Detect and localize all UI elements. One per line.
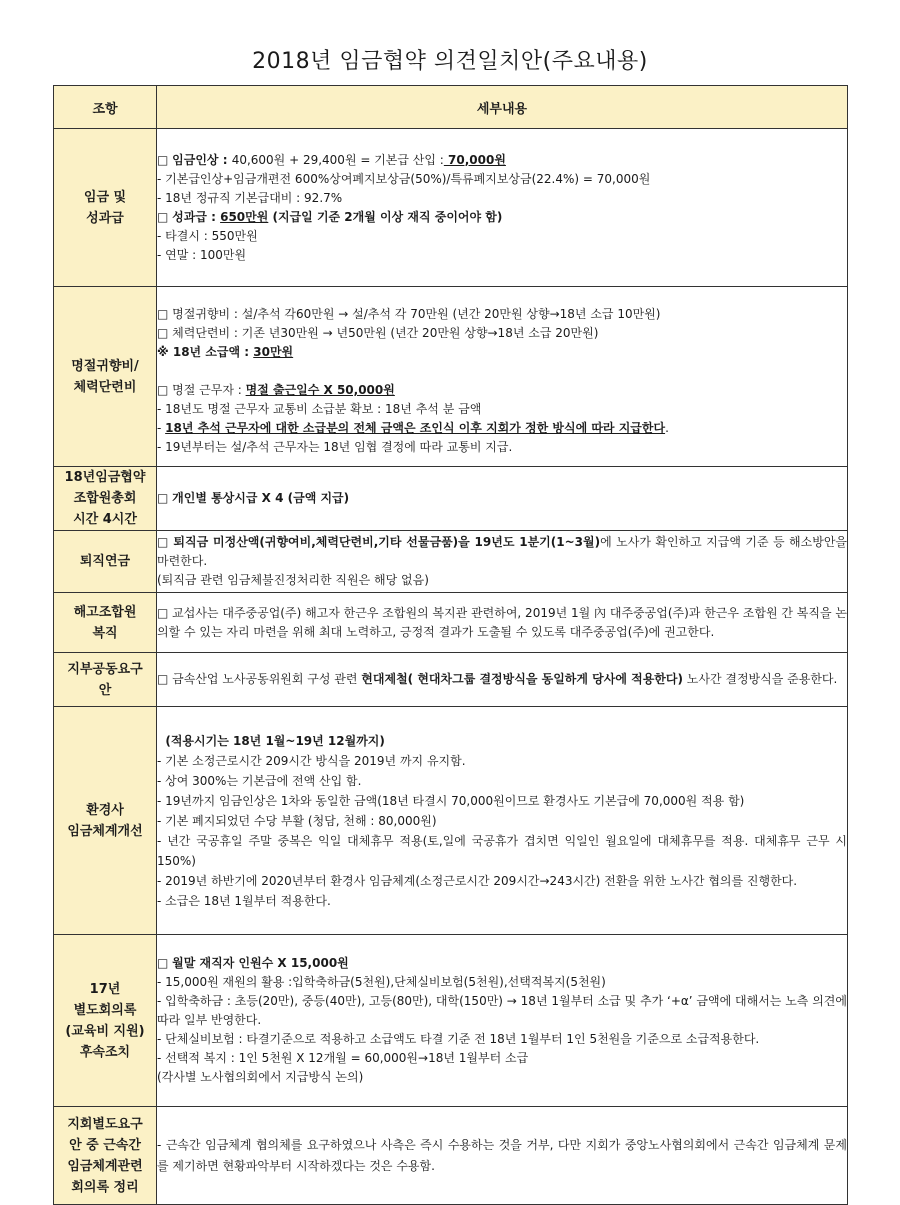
paragraph: - 15,000원 재원의 활용 :입학축하금(5천원),단체실비보험(5천원),선택적복지(5천원) <box>157 975 606 989</box>
bold-text: 퇴직금 미정산액(귀향여비,체력단련비,기타 선물금품)을 19년도 1분기(1~3월) <box>173 535 601 549</box>
paragraph <box>157 954 847 973</box>
paragraph: - 입학축하금 : 초등(20만), 중등(40만), 고등(80만), 대학(150만) → 18년 1월부터 소급 및 추가 ‘+α’ 금액에 대해서는 노측 의견에 따라 일부 반영한다. <box>157 994 847 1027</box>
row-label <box>54 593 157 653</box>
bold-text: ※ 18년 소급액 : <box>157 344 254 359</box>
row-label-text: 지부공동요구 안 <box>67 661 143 698</box>
table-row <box>54 467 848 531</box>
text: □ <box>157 956 173 970</box>
table-row <box>54 935 848 1107</box>
paragraph <box>157 670 847 689</box>
line: □ 명절귀향비 : 설/추석 각60만원 → 설/추석 각 70만원 (년간 20만원 상향→18년 소급 10만원) <box>157 306 661 321</box>
row-label-text: 퇴직연금 <box>79 554 131 569</box>
bold-text: 개인별 통상시급 X 4 (금액 지급) <box>172 491 350 505</box>
table-row <box>54 531 848 593</box>
row-content <box>157 593 848 653</box>
line: - 18년도 명절 근무자 교통비 소급분 확보 : 18년 추석 분 금액 <box>157 401 482 416</box>
row-label <box>54 531 157 593</box>
bold-text: (지급일 기준 2개월 이상 재직 중이어야 함) <box>268 209 503 224</box>
line <box>157 343 847 362</box>
bold-text: 현대제철( 현대차그룹 결정방식을 동일하게 당사에 적용한다) <box>361 672 683 686</box>
paragraph: - 상여 300%는 기본급에 전액 산입 함. <box>157 773 362 788</box>
document-title: 2018년 임금협약 의견일치안(주요내용) <box>252 49 648 74</box>
text: 노사간 결정방식을 준용한다. <box>682 672 838 686</box>
row-content <box>157 935 848 1107</box>
row-label-text: 18년임금협약 조합원총회 시간 4시간 <box>64 470 146 527</box>
row-label <box>54 467 157 531</box>
text: □ <box>157 209 173 224</box>
line <box>157 151 847 170</box>
line: - 19년부터는 설/추석 근무자는 18년 임협 결정에 따라 교통비 지급. <box>157 439 513 454</box>
text: □ <box>157 535 174 549</box>
text: □ 명절 근무자 : <box>157 382 246 397</box>
paragraph: - 기본 폐지되었던 수당 부활 (청담, 천해 : 80,000원) <box>157 813 437 828</box>
text: 40,600원 + 29,400원 = 기본급 산입 : <box>231 152 444 167</box>
row-label-text: 명절귀향비/ 체력단련비 <box>71 358 139 395</box>
bold-text: 월말 재직자 인원수 X 15,000원 <box>172 956 349 970</box>
row-label-text: 17년 별도회의록 (교육비 지원) 후속조치 <box>65 981 145 1060</box>
row-label-text: 환경사 임금체계개선 <box>67 802 143 839</box>
row-content <box>157 653 848 707</box>
row-label <box>54 935 157 1107</box>
paragraph: (퇴직금 관련 임금체불진정처리한 직원은 해당 없음) <box>157 573 429 587</box>
paragraph: (적용시기는 18년 1월~19년 12월까지) <box>157 733 385 748</box>
line: - 연말 : 100만원 <box>157 247 247 262</box>
row-label-text: 지회별도요구 안 중 근속간 임금체계관련 회의록 정리 <box>67 1116 143 1195</box>
agreement-table <box>53 85 848 1205</box>
line: - 18년 정규직 기본급대비 : 92.7% <box>157 190 343 205</box>
underlined-text: 명절 출근일수 X 50,000원 <box>245 382 395 397</box>
table-row <box>54 593 848 653</box>
row-content <box>157 531 848 593</box>
paragraph: - 단체실비보험 : 타결기준으로 적용하고 소급액도 타결 기준 전 18년 1월부터 1인 5천원을 기준으로 소급적용한다. <box>157 1032 760 1046</box>
row-content <box>157 129 848 287</box>
paragraph: - 2019년 하반기에 2020년부터 환경사 임금체계(소정근로시간 209시간→243시간) 전환을 위한 노사간 협의를 진행한다. <box>157 873 798 888</box>
paragraph: - 년간 국공휴일 주말 중복은 익일 대체휴무 적용(토,일에 국공휴가 겹치면 익일인 월요일에 대체휴무를 적용. 대체휴무 근무 시 150%) <box>157 833 847 868</box>
header-clause: 조항 <box>54 86 157 129</box>
row-label <box>54 653 157 707</box>
line <box>157 381 847 400</box>
text: . <box>665 420 669 435</box>
row-content <box>157 707 848 935</box>
paragraph: □ 교섭사는 대주중공업(주) 해고자 한근우 조합원의 복지관 관련하여, 2019년 1월 內 대주중공업(주)과 한근우 조합원 간 복직을 논의할 수 있는 자리 마련을 위해 최대 노력하고, 긍정적 결과가 도출될 수 있도록 대주중공업(주)에 권고한다. <box>157 605 847 639</box>
text: □ <box>157 152 173 167</box>
underlined-text: 30만원 <box>253 344 294 359</box>
spacer <box>157 362 847 381</box>
row-label <box>54 129 157 287</box>
row-label-text: 임금 및 성과급 <box>83 189 127 226</box>
paragraph: - 근속간 임금체계 협의체를 요구하였으나 사측은 즉시 수용하는 것을 거부, 다만 지회가 중앙노사협의회에서 근속간 임금체계 문제를 제기하면 현황파악부터 시작하겠다는 것은 수용함. <box>157 1137 847 1173</box>
underlined-text: 70,000원 <box>443 152 506 167</box>
row-label <box>54 1107 157 1205</box>
underlined-text: 650만원 <box>220 209 269 224</box>
row-label-text: 해고조합원 복직 <box>73 604 137 641</box>
paragraph: - 기본 소정근로시간 209시간 방식을 2019년 까지 유지함. <box>157 753 466 768</box>
row-label <box>54 287 157 467</box>
line <box>157 489 847 508</box>
row-label <box>54 707 157 935</box>
header-row <box>54 86 848 129</box>
row-content <box>157 287 848 467</box>
text: 에 노사가 확인하고 지급액 기준 등 해소방안을 마련한다. <box>157 535 848 568</box>
bold-text: 임금인상 : <box>172 152 232 167</box>
line: □ 체력단련비 : 기존 년30만원 → 년50만원 (년간 20만원 상향→18년 소급 20만원) <box>157 325 599 340</box>
paragraph <box>157 533 847 571</box>
line: - 기본급인상+임금개편전 600%상여폐지보상금(50%)/특류폐지보상금(22.4%) = 70,000원 <box>157 171 651 186</box>
text: □ 금속산업 노사공동위원회 구성 관련 <box>157 672 362 686</box>
paragraph: - 선택적 복지 : 1인 5천원 X 12개월 = 60,000원→18년 1월부터 소급 <box>157 1051 529 1065</box>
bold-text: 성과급 : <box>172 209 221 224</box>
table-row <box>54 653 848 707</box>
paragraph: - 소급은 18년 1월부터 적용한다. <box>157 893 331 908</box>
text: - <box>157 420 166 435</box>
text: □ <box>157 491 173 505</box>
row-content <box>157 1107 848 1205</box>
table-row <box>54 1107 848 1205</box>
line <box>157 419 847 438</box>
line: - 타결시 : 550만원 <box>157 228 258 243</box>
paragraph: (각사별 노사협의회에서 지급방식 논의) <box>157 1070 364 1084</box>
table-row <box>54 129 848 287</box>
line <box>157 208 847 227</box>
header-details: 세부내용 <box>157 86 848 129</box>
table-row <box>54 707 848 935</box>
underlined-text: 18년 추석 근무자에 대한 소급분의 전체 금액은 조인식 이후 지회가 정한 방식에 따라 지급한다 <box>165 420 666 435</box>
paragraph: - 19년까지 임금인상은 1차와 동일한 금액(18년 타결시 70,000원이므로 환경사도 기본급에 70,000원 적용 함) <box>157 793 745 808</box>
table-row <box>54 287 848 467</box>
row-content <box>157 467 848 531</box>
